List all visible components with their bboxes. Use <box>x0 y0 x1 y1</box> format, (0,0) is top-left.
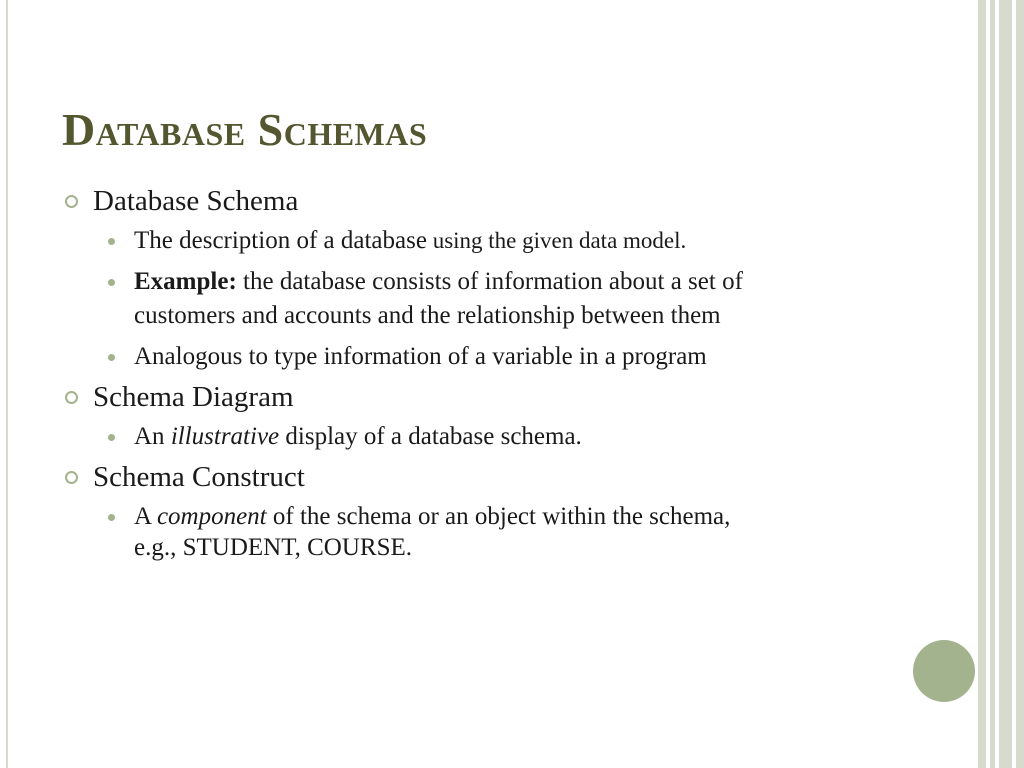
slide-title: Database Schemas <box>62 104 428 155</box>
bullet-schema-diagram: Schema Diagram <box>93 381 294 413</box>
sub-bullet-description <box>134 225 686 256</box>
sub-bullet-illustrative <box>134 421 582 452</box>
sub-bullet-text: An <box>134 423 171 450</box>
bullet-database-schema: Database Schema <box>93 185 299 217</box>
bullet-dot-icon <box>108 434 115 441</box>
bullet-dot-icon <box>108 354 115 361</box>
sub-bullet-text: A <box>134 503 157 530</box>
right-stripe-1 <box>978 0 986 768</box>
bullet-ring-icon <box>65 391 78 404</box>
sub-bullet-text: using the given data model. <box>426 228 687 253</box>
bullet-ring-icon <box>65 471 78 484</box>
bullet-schema-construct: Schema Construct <box>93 461 305 493</box>
right-stripe-3 <box>999 0 1012 768</box>
sub-bullet-analogous: Analogous to type information of a variable in a program <box>134 343 707 370</box>
bullet-dot-icon <box>108 514 115 521</box>
sub-bullet-text: of the schema or an object within the schema, <box>266 503 731 530</box>
sub-bullet-text: The description of a database <box>134 227 427 254</box>
sub-bullet-component <box>134 501 730 532</box>
right-stripe-2 <box>990 0 995 768</box>
sub-bullet-bold: Example: <box>134 268 237 295</box>
right-stripe-4 <box>1016 0 1024 768</box>
sub-bullet-component-continued: e.g., STUDENT, COURSE. <box>134 534 413 561</box>
sub-bullet-text: display of a database schema. <box>279 423 582 450</box>
sub-bullet-example <box>134 266 743 297</box>
bullet-dot-icon <box>108 279 115 286</box>
sub-bullet-italic: illustrative <box>170 423 280 450</box>
sub-bullet-example-continued: customers and accounts and the relationship between them <box>134 302 721 329</box>
bullet-ring-icon <box>65 195 78 208</box>
sub-bullet-text: the database consists of information about a set of <box>236 268 743 295</box>
sub-bullet-italic: component <box>156 503 267 530</box>
bullet-dot-icon <box>108 238 115 245</box>
